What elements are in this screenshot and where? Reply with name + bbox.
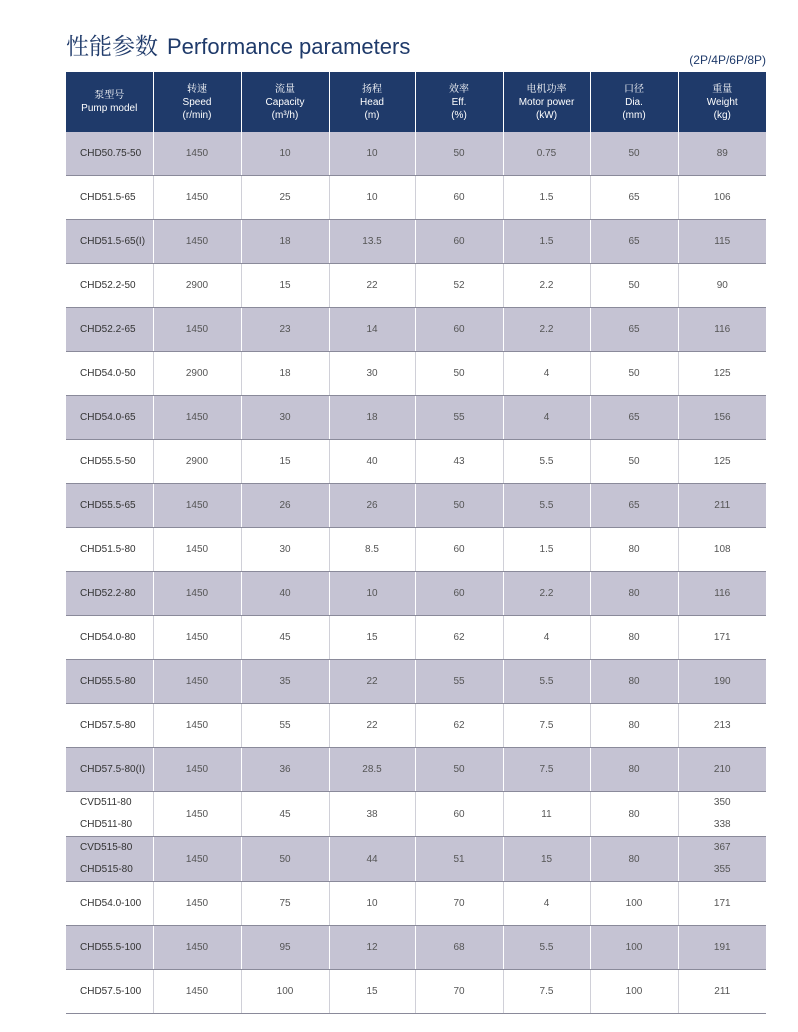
cell-weight-line: 367: [713, 842, 731, 853]
column-header-unit: (kg): [713, 109, 731, 121]
cell-dia: 65: [590, 176, 678, 220]
cell-eff: 60: [415, 572, 503, 616]
cell-capacity: 75: [241, 882, 329, 926]
pole-options: (2P/4P/6P/8P): [689, 53, 766, 67]
cell-model: [66, 792, 153, 837]
column-header-en: Capacity: [265, 96, 305, 108]
cell-power: 5.5: [503, 926, 590, 970]
column-header-cn: 扬程: [362, 83, 382, 95]
cell-model-line: CHD515-80: [80, 864, 133, 875]
cell-model: CHD57.5-80: [66, 704, 153, 748]
cell-weight-line: 350: [713, 797, 731, 808]
cell-weight: 125: [678, 352, 766, 396]
cell-speed: 1450: [153, 396, 241, 440]
cell-model: CHD52.2-80: [66, 572, 153, 616]
cell-speed: 1450: [153, 308, 241, 352]
cell-model: CHD54.0-100: [66, 882, 153, 926]
table-row: [66, 704, 766, 748]
cell-weight: 211: [678, 484, 766, 528]
cell-dia: 50: [590, 132, 678, 176]
cell-weight: 115: [678, 220, 766, 264]
table-row: [66, 440, 766, 484]
cell-model: CHD54.0-50: [66, 352, 153, 396]
column-header-en: Pump model: [81, 103, 138, 114]
page-title-en: Performance parameters: [167, 34, 411, 59]
cell-power: 1.5: [503, 220, 590, 264]
cell-speed: 1450: [153, 837, 241, 882]
cell-head: 40: [329, 440, 415, 484]
column-header-cn: 泵型号: [94, 90, 125, 101]
cell-capacity: 40: [241, 572, 329, 616]
cell-dia: 80: [590, 616, 678, 660]
cell-dia: 50: [590, 352, 678, 396]
column-header-cn: 重量: [712, 83, 733, 95]
cell-weight: 171: [678, 616, 766, 660]
page-title-cn: 性能参数: [66, 34, 158, 60]
cell-speed: 1450: [153, 220, 241, 264]
table-row: [66, 264, 766, 308]
cell-capacity: 95: [241, 926, 329, 970]
table-row: [66, 132, 766, 176]
cell-power: 4: [503, 396, 590, 440]
column-header-unit: (mm): [622, 109, 646, 121]
column-header: [329, 72, 415, 132]
cell-head: 22: [329, 264, 415, 308]
cell-capacity: 50: [241, 837, 329, 882]
cell-power: 4: [503, 882, 590, 926]
cell-capacity: 100: [241, 970, 329, 1014]
cell-speed: 1450: [153, 484, 241, 528]
cell-capacity: 30: [241, 396, 329, 440]
cell-model: CHD57.5-100: [66, 970, 153, 1014]
cell-model: CHD51.5-80: [66, 528, 153, 572]
cell-dia: 65: [590, 396, 678, 440]
column-header: [503, 72, 590, 132]
cell-weight: 171: [678, 882, 766, 926]
cell-weight: 116: [678, 572, 766, 616]
cell-model: CHD55.5-65: [66, 484, 153, 528]
cell-eff: 55: [415, 396, 503, 440]
cell-capacity: 36: [241, 748, 329, 792]
cell-model-line: CHD511-80: [80, 819, 133, 830]
table-row: [66, 572, 766, 616]
cell-eff: 70: [415, 882, 503, 926]
column-header: [678, 72, 766, 132]
performance-table: [66, 72, 766, 1014]
cell-weight: 106: [678, 176, 766, 220]
column-header-unit: (m): [364, 109, 380, 121]
table-row: [66, 792, 766, 837]
page-title: [66, 28, 410, 60]
cell-power: 4: [503, 616, 590, 660]
cell-speed: 1450: [153, 660, 241, 704]
cell-head: 14: [329, 308, 415, 352]
cell-power: 11: [503, 792, 590, 837]
cell-weight: 211: [678, 970, 766, 1014]
cell-model: [66, 837, 153, 882]
cell-speed: 2900: [153, 264, 241, 308]
cell-capacity: 35: [241, 660, 329, 704]
cell-eff: 60: [415, 792, 503, 837]
cell-capacity: 45: [241, 616, 329, 660]
cell-speed: 1450: [153, 792, 241, 837]
cell-power: 15: [503, 837, 590, 882]
cell-weight: 191: [678, 926, 766, 970]
column-header-en: Weight: [706, 96, 738, 108]
cell-model: CHD55.5-50: [66, 440, 153, 484]
cell-eff: 50: [415, 132, 503, 176]
cell-dia: 50: [590, 440, 678, 484]
cell-weight: 125: [678, 440, 766, 484]
cell-head: 10: [329, 176, 415, 220]
cell-power: 4: [503, 352, 590, 396]
cell-model: CHD55.5-100: [66, 926, 153, 970]
table-body: [66, 132, 766, 1014]
cell-dia: 80: [590, 660, 678, 704]
cell-eff: 50: [415, 484, 503, 528]
column-header-en: Speed: [182, 96, 212, 108]
column-header-unit: (%): [451, 109, 467, 121]
cell-speed: 1450: [153, 176, 241, 220]
cell-weight: 116: [678, 308, 766, 352]
cell-head: 22: [329, 704, 415, 748]
cell-head: 30: [329, 352, 415, 396]
cell-dia: 100: [590, 926, 678, 970]
cell-power: 7.5: [503, 970, 590, 1014]
cell-model: CHD55.5-80: [66, 660, 153, 704]
cell-model: CHD51.5-65: [66, 176, 153, 220]
cell-power: 7.5: [503, 704, 590, 748]
column-header: [153, 72, 241, 132]
cell-eff: 68: [415, 926, 503, 970]
cell-dia: 80: [590, 704, 678, 748]
cell-speed: 2900: [153, 352, 241, 396]
cell-head: 10: [329, 132, 415, 176]
cell-model: CHD52.2-50: [66, 264, 153, 308]
cell-capacity: 23: [241, 308, 329, 352]
cell-speed: 1450: [153, 704, 241, 748]
cell-dia: 65: [590, 484, 678, 528]
cell-power: 1.5: [503, 176, 590, 220]
cell-eff: 60: [415, 176, 503, 220]
cell-speed: 1450: [153, 970, 241, 1014]
cell-capacity: 45: [241, 792, 329, 837]
table-row: [66, 352, 766, 396]
cell-model: CHD54.0-80: [66, 616, 153, 660]
cell-speed: 1450: [153, 882, 241, 926]
cell-eff: 60: [415, 528, 503, 572]
cell-weight: 89: [678, 132, 766, 176]
column-header-unit: (kW): [535, 109, 558, 121]
cell-capacity: 18: [241, 220, 329, 264]
column-header-cn: 转速: [187, 83, 207, 95]
table-row: [66, 882, 766, 926]
cell-head: 22: [329, 660, 415, 704]
cell-power: 0.75: [503, 132, 590, 176]
cell-dia: 80: [590, 572, 678, 616]
table-row: [66, 220, 766, 264]
cell-speed: 1450: [153, 132, 241, 176]
cell-power: 7.5: [503, 748, 590, 792]
cell-weight: [678, 837, 766, 882]
cell-eff: 62: [415, 616, 503, 660]
cell-power: 5.5: [503, 440, 590, 484]
cell-dia: 80: [590, 528, 678, 572]
table-row: [66, 308, 766, 352]
table-row: [66, 926, 766, 970]
cell-model: CHD50.75-50: [66, 132, 153, 176]
cell-capacity: 55: [241, 704, 329, 748]
cell-head: 12: [329, 926, 415, 970]
cell-power: 1.5: [503, 528, 590, 572]
cell-eff: 62: [415, 704, 503, 748]
cell-head: 13.5: [329, 220, 415, 264]
cell-speed: 1450: [153, 616, 241, 660]
cell-power: 2.2: [503, 308, 590, 352]
cell-weight: [678, 792, 766, 837]
column-header-cn: 效率: [449, 83, 469, 95]
cell-head: 15: [329, 616, 415, 660]
cell-eff: 51: [415, 837, 503, 882]
table-row: [66, 970, 766, 1014]
cell-capacity: 10: [241, 132, 329, 176]
column-header: [241, 72, 329, 132]
cell-power: 2.2: [503, 264, 590, 308]
cell-weight: 190: [678, 660, 766, 704]
cell-capacity: 26: [241, 484, 329, 528]
cell-weight: 210: [678, 748, 766, 792]
cell-head: 10: [329, 572, 415, 616]
cell-eff: 43: [415, 440, 503, 484]
cell-capacity: 30: [241, 528, 329, 572]
cell-speed: 2900: [153, 440, 241, 484]
cell-head: 10: [329, 882, 415, 926]
cell-weight: 213: [678, 704, 766, 748]
column-header-cn: 电机功率: [526, 83, 567, 95]
cell-power: 5.5: [503, 660, 590, 704]
cell-model-line: CVD515-80: [80, 842, 133, 853]
column-header-cn: 口径: [624, 83, 644, 95]
cell-weight-line: 338: [713, 819, 731, 830]
cell-dia: 80: [590, 748, 678, 792]
cell-weight: 156: [678, 396, 766, 440]
cell-power: 5.5: [503, 484, 590, 528]
cell-head: 38: [329, 792, 415, 837]
column-header: [590, 72, 678, 132]
cell-model: CHD51.5-65(I): [66, 220, 153, 264]
table-row: [66, 484, 766, 528]
column-header-en: Head: [360, 96, 384, 108]
cell-model: CHD54.0-65: [66, 396, 153, 440]
cell-speed: 1450: [153, 528, 241, 572]
cell-head: 26: [329, 484, 415, 528]
column-header-unit: (r/min): [182, 109, 212, 121]
cell-dia: 100: [590, 882, 678, 926]
cell-dia: 80: [590, 837, 678, 882]
cell-dia: 65: [590, 308, 678, 352]
column-header-unit: (m³/h): [271, 109, 299, 121]
column-header-en: Dia.: [625, 96, 643, 108]
column-header: [66, 72, 153, 132]
cell-dia: 100: [590, 970, 678, 1014]
cell-speed: 1450: [153, 572, 241, 616]
table-header-row: [66, 72, 766, 132]
cell-model: CHD52.2-65: [66, 308, 153, 352]
cell-capacity: 18: [241, 352, 329, 396]
table-row: [66, 528, 766, 572]
cell-model-line: CVD511-80: [80, 797, 132, 808]
cell-weight: 108: [678, 528, 766, 572]
cell-eff: 52: [415, 264, 503, 308]
cell-head: 28.5: [329, 748, 415, 792]
table-row: [66, 616, 766, 660]
cell-dia: 50: [590, 264, 678, 308]
cell-eff: 60: [415, 220, 503, 264]
cell-eff: 60: [415, 308, 503, 352]
cell-head: 8.5: [329, 528, 415, 572]
cell-capacity: 25: [241, 176, 329, 220]
table-row: [66, 748, 766, 792]
cell-eff: 50: [415, 352, 503, 396]
cell-eff: 55: [415, 660, 503, 704]
column-header-en: Eff.: [451, 96, 467, 108]
cell-head: 15: [329, 970, 415, 1014]
cell-head: 44: [329, 837, 415, 882]
cell-eff: 70: [415, 970, 503, 1014]
cell-model: CHD57.5-80(I): [66, 748, 153, 792]
table-row: [66, 837, 766, 882]
table-row: [66, 660, 766, 704]
cell-head: 18: [329, 396, 415, 440]
table-row: [66, 176, 766, 220]
cell-power: 2.2: [503, 572, 590, 616]
cell-capacity: 15: [241, 264, 329, 308]
cell-speed: 1450: [153, 926, 241, 970]
cell-weight-line: 355: [713, 864, 731, 875]
cell-speed: 1450: [153, 748, 241, 792]
table-row: [66, 396, 766, 440]
cell-dia: 80: [590, 792, 678, 837]
cell-capacity: 15: [241, 440, 329, 484]
column-header-en: Motor power: [518, 96, 575, 108]
column-header: [415, 72, 503, 132]
column-header-cn: 流量: [275, 83, 295, 95]
cell-dia: 65: [590, 220, 678, 264]
cell-eff: 50: [415, 748, 503, 792]
cell-weight: 90: [678, 264, 766, 308]
